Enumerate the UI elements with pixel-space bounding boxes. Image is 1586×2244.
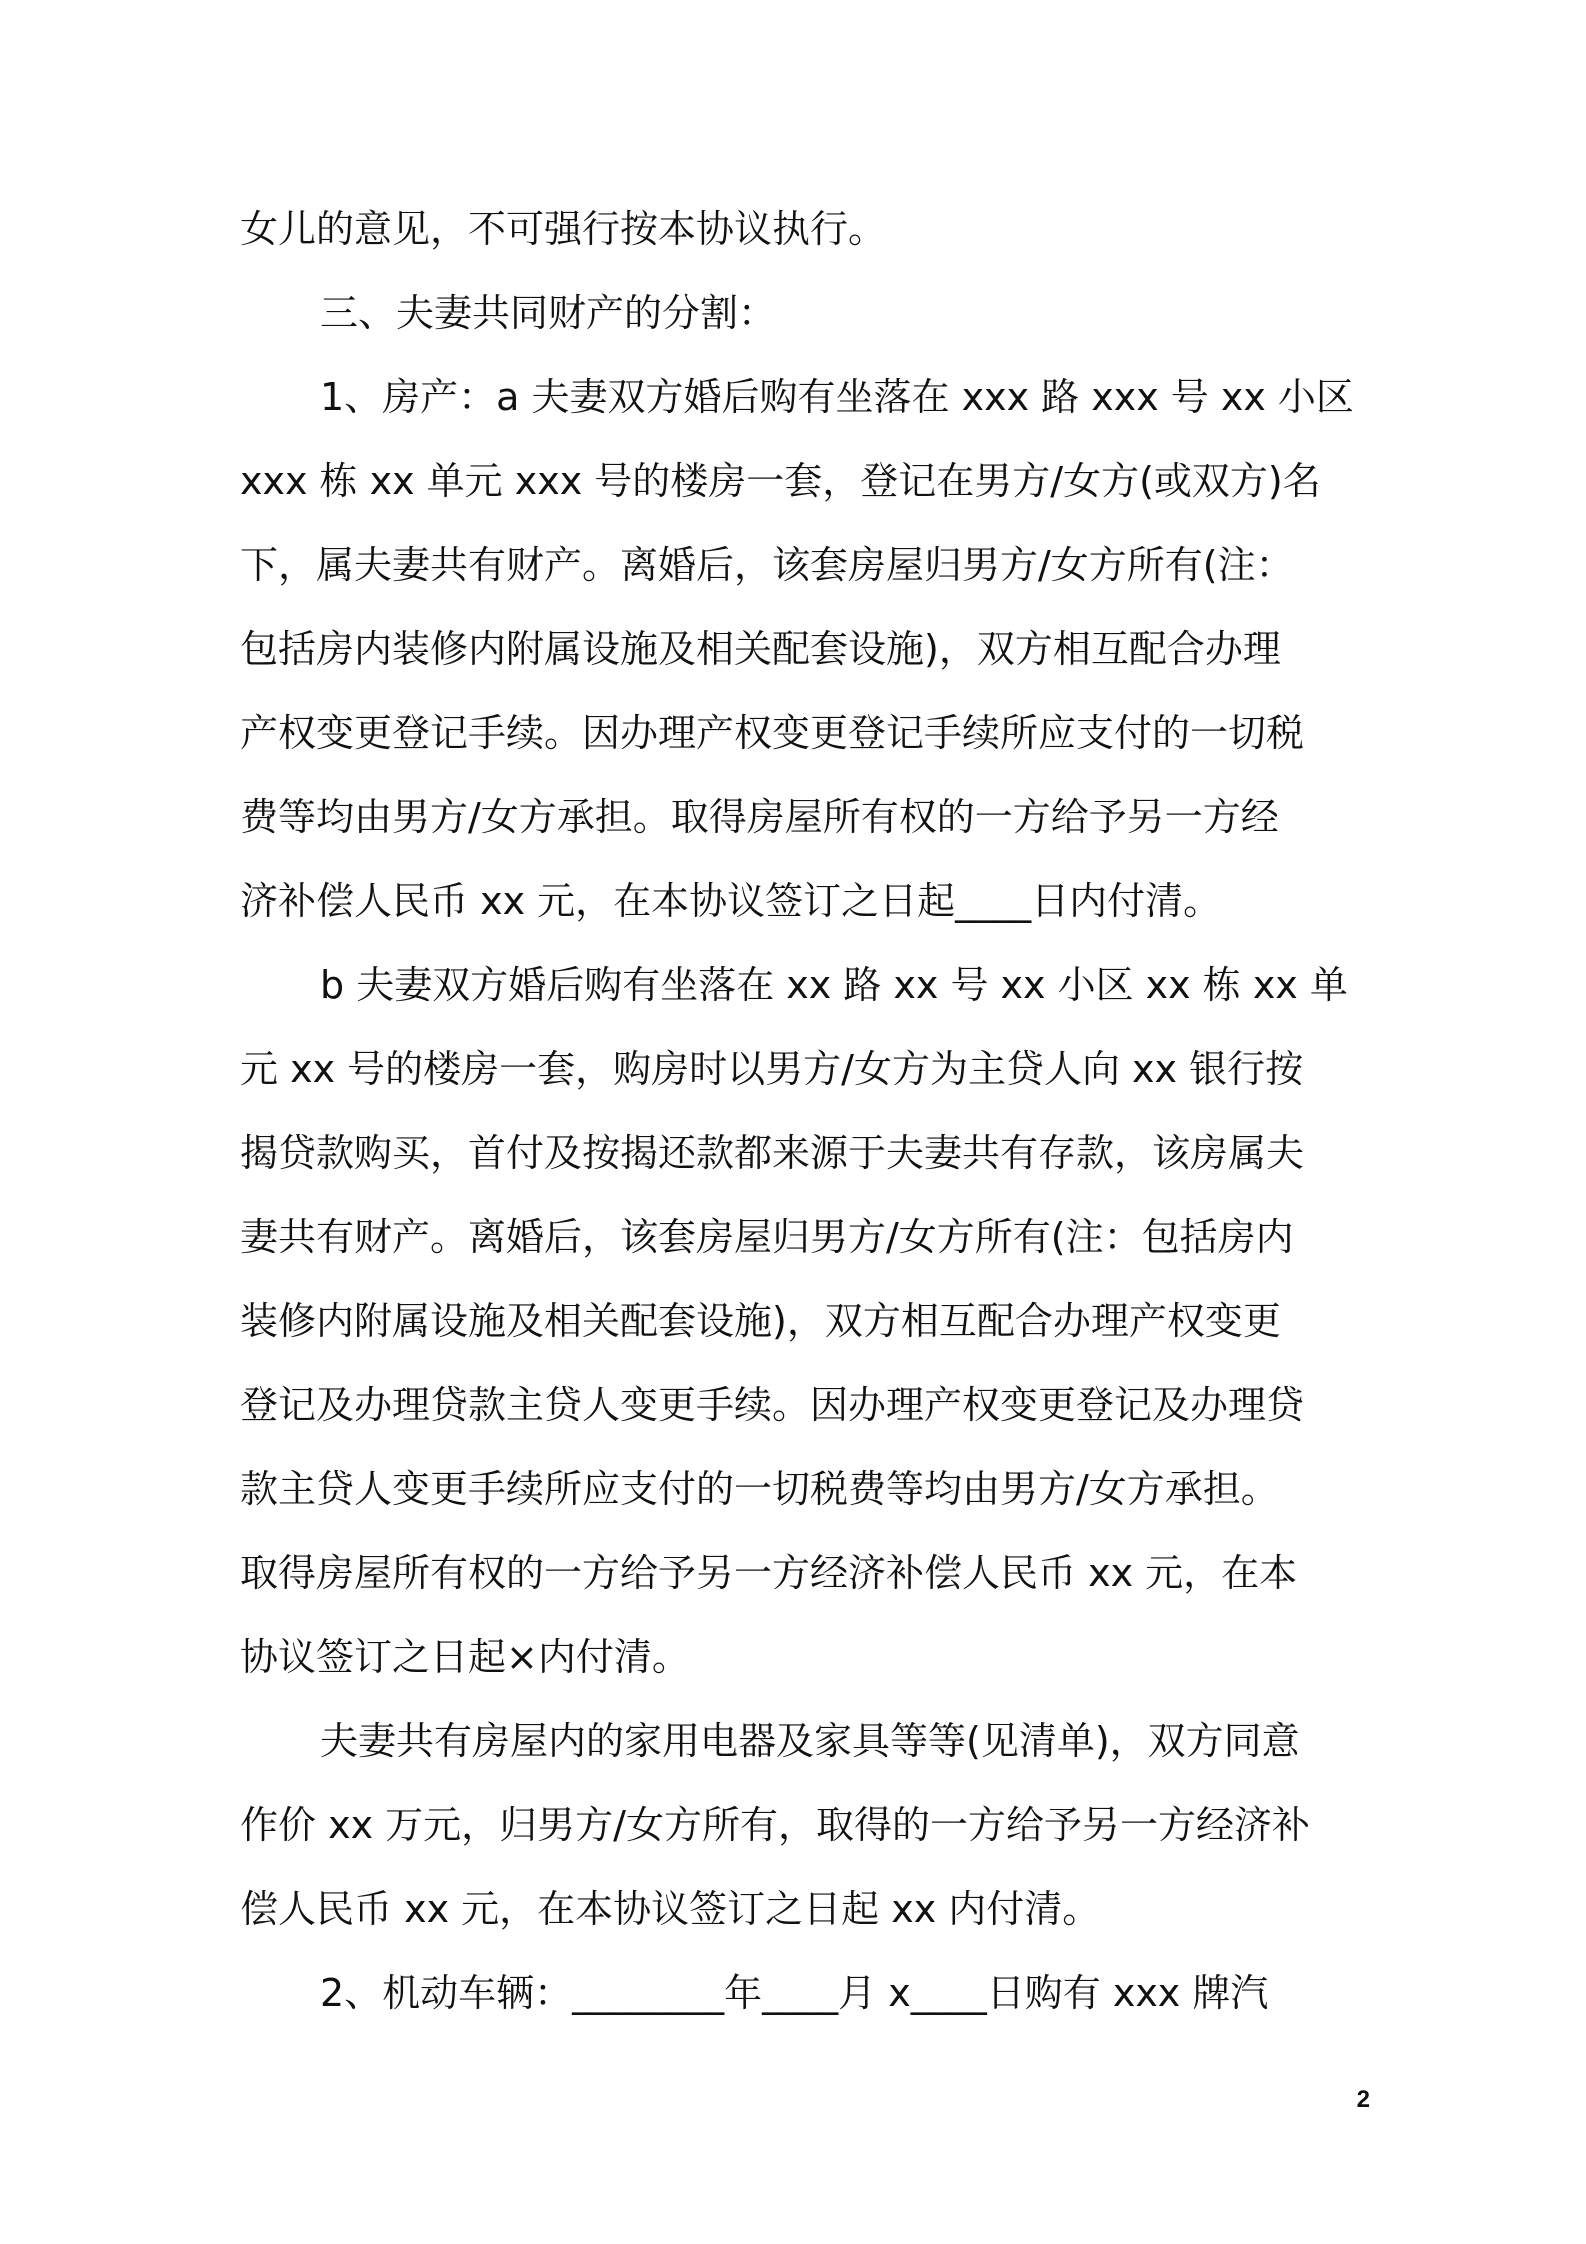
text-line: 款主贷人变更手续所应支付的一切税费等均由男方/女方承担。 xyxy=(240,1467,1279,1511)
text-line: 济补偿人民币 xx 元，在本协议签订之日起____日内付清。 xyxy=(240,879,1222,923)
text-line: 1、房产：a 夫妻双方婚后购有坐落在 xxx 路 xxx 号 xx 小区 xyxy=(320,375,1354,419)
text-line: 协议签订之日起×内付清。 xyxy=(240,1635,690,1679)
text-line: 装修内附属设施及相关配套设施)，双方相互配合办理产权变更 xyxy=(240,1299,1281,1343)
section-heading: 三、夫妻共同财产的分割： xyxy=(320,291,777,335)
page-number: 2 xyxy=(1356,2086,1370,2113)
text-line: 取得房屋所有权的一方给予另一方经济补偿人民币 xx 元，在本 xyxy=(240,1551,1298,1595)
text-line: 元 xx 号的楼房一套，购房时以男方/女方为主贷人向 xx 银行按 xyxy=(240,1047,1304,1091)
text-line: 女儿的意见，不可强行按本协议执行。 xyxy=(240,207,887,251)
text-line: 夫妻共有房屋内的家用电器及家具等等(见清单)，双方同意 xyxy=(320,1719,1300,1763)
text-line: 下，属夫妻共有财产。离婚后，该套房屋归男方/女方所有(注： xyxy=(240,543,1294,587)
text-line: xxx 栋 xx 单元 xxx 号的楼房一套，登记在男方/女方(或双方)名 xyxy=(240,459,1321,503)
text-line: 作价 xx 万元，归男方/女方所有，取得的一方给予另一方经济补 xyxy=(240,1803,1310,1847)
text-line: 包括房内装修内附属设施及相关配套设施)，双方相互配合办理 xyxy=(240,627,1281,671)
text-line: 妻共有财产。离婚后，该套房屋归男方/女方所有(注：包括房内 xyxy=(240,1215,1294,1259)
text-line: 费等均由男方/女方承担。取得房屋所有权的一方给予另一方经 xyxy=(240,795,1279,839)
text-line: 2、机动车辆：________年____月 x____日购有 xxx 牌汽 xyxy=(320,1971,1269,2015)
text-line: 揭贷款购买，首付及按揭还款都来源于夫妻共有存款，该房属夫 xyxy=(240,1131,1305,1175)
text-line: b 夫妻双方婚后购有坐落在 xx 路 xx 号 xx 小区 xx 栋 xx 单 xyxy=(320,963,1348,1007)
text-line: 登记及办理贷款主贷人变更手续。因办理产权变更登记及办理贷 xyxy=(240,1383,1305,1427)
text-line: 偿人民币 xx 元，在本协议签订之日起 xx 内付清。 xyxy=(240,1887,1101,1931)
text-line: 产权变更登记手续。因办理产权变更登记手续所应支付的一切税 xyxy=(240,711,1305,755)
